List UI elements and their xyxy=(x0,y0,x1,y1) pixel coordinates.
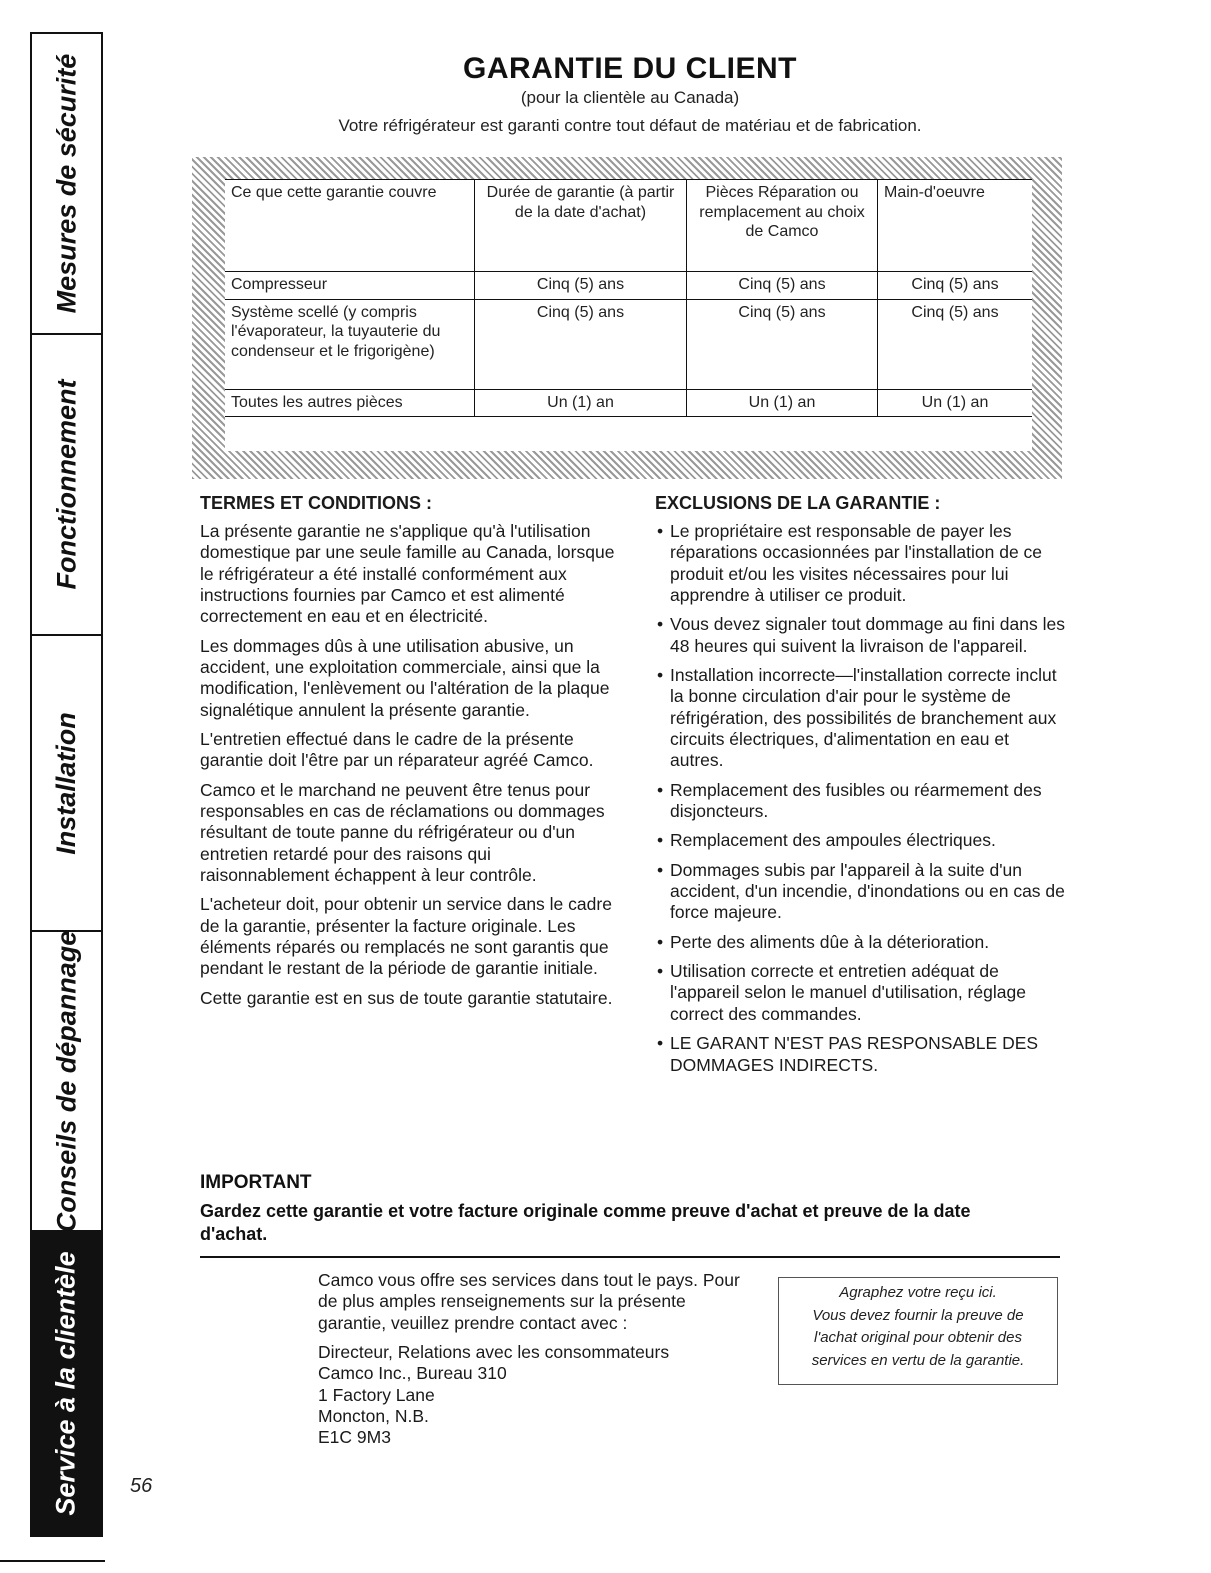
list-item: • Utilisation correcte et entretien adéquat de l'appareil selon le manuel d'utilisation, réglage correct des commandes. xyxy=(655,961,1065,1025)
exclusions-section xyxy=(655,493,1065,1084)
side-tab-bar xyxy=(30,32,103,1537)
table-row xyxy=(225,389,1032,417)
list-item: • Remplacement des fusibles ou réarmement des disjoncteurs. xyxy=(655,780,1065,823)
list-item: • LE GARANT N'EST PAS RESPONSABLE DES DOMMAGES INDIRECTS. xyxy=(655,1033,1065,1076)
table-header-row xyxy=(225,180,1032,272)
exclusions-list xyxy=(655,521,1065,1076)
side-tab-label: Conseils de dépannage xyxy=(51,930,82,1232)
side-tab-depannage[interactable] xyxy=(32,932,101,1232)
list-item: • Perte des aliments dûe à la déterioration. xyxy=(655,932,1065,953)
terms-paragraph: L'acheteur doit, pour obtenir un service dans le cadre de la garantie, présenter la facture originale. Les éléments réparés ou remplacés ne sont garantis que pendant le restant de la période de garantie initiale. xyxy=(200,894,612,979)
staple-box-line: services en vertu de la garantie. xyxy=(811,1351,1025,1369)
list-item: • Le propriétaire est responsable de payer les réparations occasionnées par l'installation de ce produit et/ou les visites nécessaires pour lui apprendre à utiliser ce produit. xyxy=(655,521,1065,606)
address-line: Directeur, Relations avec les consommateurs xyxy=(318,1342,670,1363)
table-cell: Un (1) an xyxy=(475,389,687,417)
address-line: Camco Inc., Bureau 310 xyxy=(318,1363,507,1384)
table-header-cell: Durée de garantie (à partir de la date d'achat) xyxy=(475,180,687,272)
terms-paragraph: Camco et le marchand ne peuvent être tenus pour responsables en cas de réclamations ou dommages résultant de toute panne du réfrigérateur ou d'un entretien retardé pour des raisons qui raisonnablement échappent à leur contrôle. xyxy=(200,779,605,886)
side-tab-fonctionnement[interactable] xyxy=(32,335,101,636)
staple-box-line: l'achat original pour obtenir des xyxy=(814,1329,1022,1346)
contact-address xyxy=(318,1342,748,1449)
page-title: GARANTIE DU CLIENT xyxy=(463,52,797,85)
list-item: • Installation incorrecte—l'installation correcte inclut la bonne circulation d'air pour le système de réfrigération, des possibilités de branchement aux circuits électriques, d'alimentation en eau et autres. xyxy=(655,665,1065,772)
warranty-table xyxy=(225,179,1032,417)
address-line: Moncton, N.B. xyxy=(318,1406,429,1427)
table-cell: Cinq (5) ans xyxy=(475,272,687,300)
side-tab-label: Service à la clientèle xyxy=(51,1251,81,1516)
page-subtitle: (pour la clientèle au Canada) xyxy=(520,88,740,107)
list-item: • Remplacement des ampoules électriques. xyxy=(655,830,1065,851)
side-tab-installation[interactable] xyxy=(32,636,101,932)
exclusions-title: EXCLUSIONS DE LA GARANTIE : xyxy=(655,493,941,513)
table-cell: Système scellé (y compris l'évaporateur, la tuyauterie du condenseur et le frigorigène) xyxy=(231,303,441,360)
table-header-cell: Main-d'oeuvre xyxy=(878,180,1033,272)
list-item: • Vous devez signaler tout dommage au fini dans les 48 heures qui suivent la livraison de l'appareil. xyxy=(655,614,1065,657)
terms-paragraph: L'entretien effectué dans le cadre de la présente garantie doit l'être par un réparateur agréé Camco. xyxy=(200,729,594,771)
page-header xyxy=(200,52,1060,136)
table-cell: Compresseur xyxy=(231,276,328,293)
side-tab-label: Mesures de sécurité xyxy=(51,53,81,314)
table-header-cell: Ce que cette garantie couvre xyxy=(231,184,437,201)
important-title: IMPORTANT xyxy=(200,1172,312,1193)
important-section xyxy=(200,1172,1060,1245)
address-line: E1C 9M3 xyxy=(318,1427,391,1448)
side-tab-service-clientele[interactable] xyxy=(32,1232,101,1535)
page-number: 56 xyxy=(130,1475,153,1497)
staple-receipt-box xyxy=(778,1277,1058,1385)
staple-box-line: Agraphez votre reçu ici. xyxy=(839,1284,997,1301)
important-text: Gardez cette garantie et votre facture originale comme preuve d'achat et preuve de la date d'achat. xyxy=(200,1201,971,1244)
table-row xyxy=(225,299,1032,389)
table-cell: Cinq (5) ans xyxy=(878,299,1033,389)
terms-paragraph: Les dommages dûs à une utilisation abusive, un accident, une exploitation commerciale, ainsi que la modification, l'enlèvement ou l'altération de la plaque signalétique annulent la présente garantie. xyxy=(200,635,610,720)
terms-paragraph: La présente garantie ne s'applique qu'à l'utilisation domestique par une seule famille au Canada, lorsque le réfrigérateur a été installé conformément aux instructions fournies par Camco et est alimenté correctement en eau et en électricité. xyxy=(200,520,615,627)
side-tab-securite[interactable] xyxy=(32,34,101,335)
side-tab-label: Fonctionnement xyxy=(51,379,81,590)
table-cell: Un (1) an xyxy=(687,389,878,417)
list-item: • Dommages subis par l'appareil à la suite d'un accident, d'un incendie, d'inondations ou en cas de force majeure. xyxy=(655,860,1065,924)
table-cell: Cinq (5) ans xyxy=(687,299,878,389)
divider xyxy=(200,1256,1060,1258)
terms-paragraph: Cette garantie est en sus de toute garantie statutaire. xyxy=(200,987,613,1008)
warranty-table-frame xyxy=(192,157,1062,479)
bottom-divider xyxy=(0,1560,105,1562)
table-row xyxy=(225,272,1032,300)
contact-section xyxy=(318,1270,748,1449)
terms-title: TERMES ET CONDITIONS : xyxy=(200,493,433,513)
table-cell: Cinq (5) ans xyxy=(475,299,687,389)
side-tab-label: Installation xyxy=(51,711,82,855)
table-cell: Toutes les autres pièces xyxy=(231,393,403,411)
table-header-cell: Pièces Réparation ou remplacement au choix de Camco xyxy=(687,180,878,272)
table-cell: Cinq (5) ans xyxy=(687,272,878,300)
table-cell: Cinq (5) ans xyxy=(878,272,1033,300)
terms-section xyxy=(200,493,620,1017)
staple-box-line: Vous devez fournir la preuve de xyxy=(812,1306,1024,1324)
intro-text: Votre réfrigérateur est garanti contre tout défaut de matériau et de fabrication. xyxy=(338,116,922,135)
contact-intro: Camco vous offre ses services dans tout le pays. Pour de plus amples renseignements sur la présente garantie, veuillez prendre contact avec : xyxy=(318,1270,740,1333)
table-cell: Un (1) an xyxy=(878,389,1033,417)
address-line: 1 Factory Lane xyxy=(318,1384,435,1405)
